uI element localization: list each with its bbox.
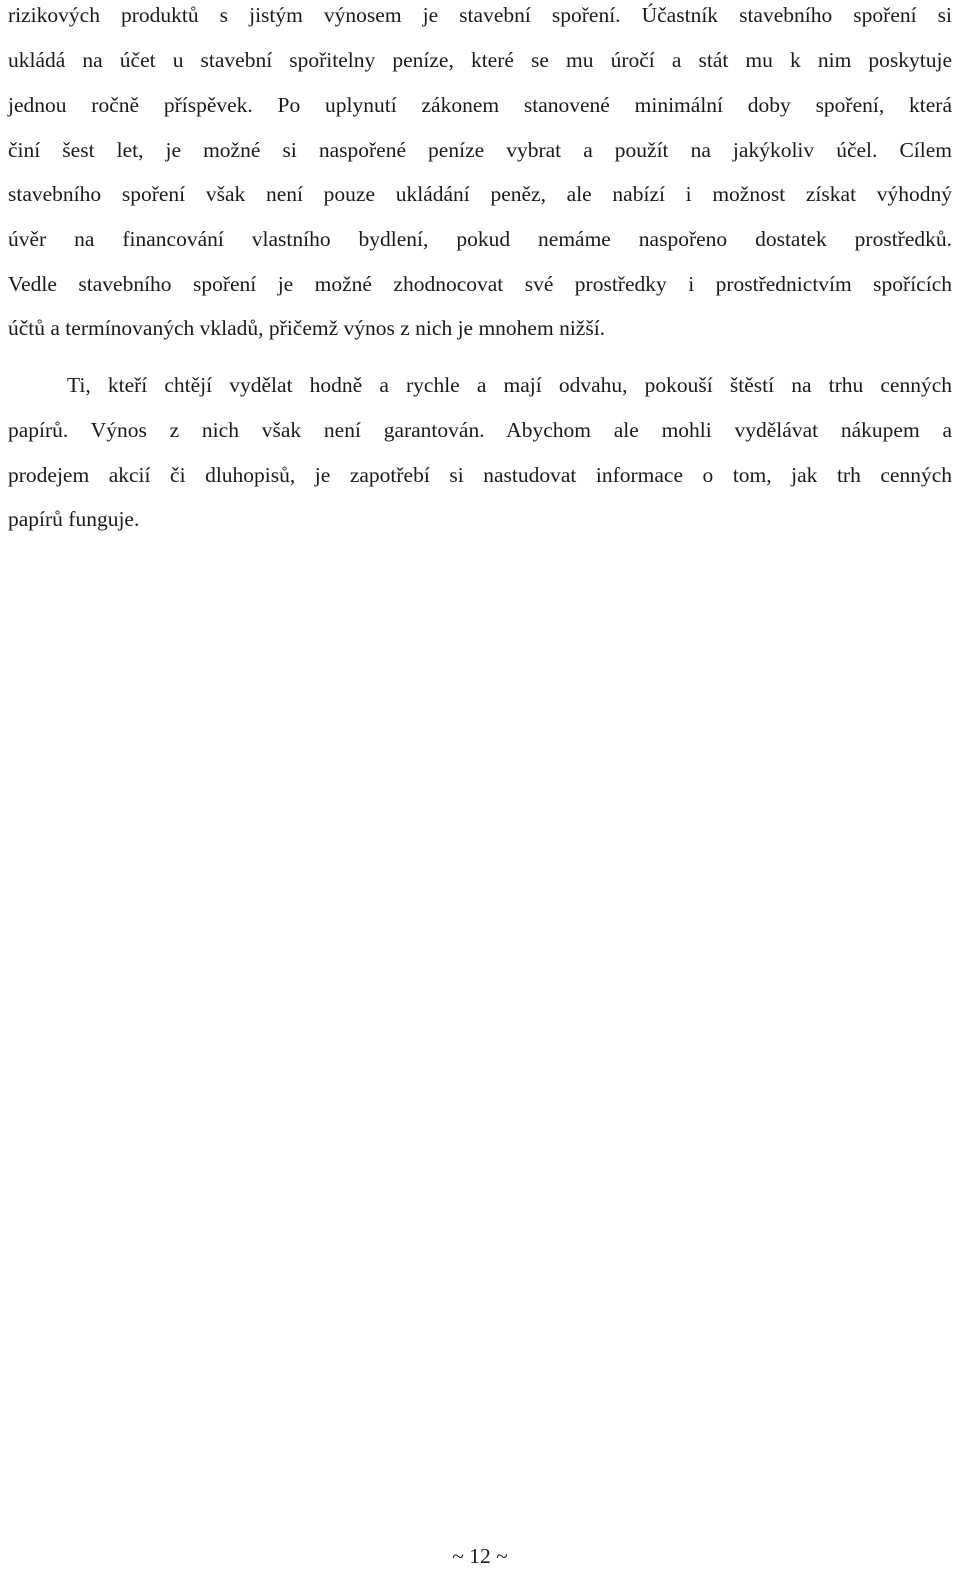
text-line: účtů a termínovaných vkladů, přičemž výnos z nich je mnohem nižší. [8, 316, 606, 340]
text-line: činí šest let, je možné si naspořené peníze vybrat a použít na jakýkoliv účel. Cílem [8, 138, 952, 162]
text-line: papírů funguje. [8, 507, 140, 531]
text-line: ukládá na účet u stavební spořitelny peníze, které se mu úročí a stát mu k nim poskytuje [8, 48, 952, 72]
text-line: rizikových produktů s jistým výnosem je stavební spoření. Účastník stavebního spoření si [8, 3, 952, 27]
text-line: papírů. Výnos z nich však není garantován. Abychom ale mohli vydělávat nákupem a [8, 418, 952, 442]
text-line: Ti, kteří chtějí vydělat hodně a rychle a mají odvahu, pokouší štěstí na trhu cenných [67, 373, 952, 397]
text-line: stavebního spoření však není pouze ukládání peněz, ale nabízí i možnost získat výhodný [8, 182, 952, 206]
text-line: Vedle stavebního spoření je možné zhodnocovat své prostředky i prostřednictvím spořících [8, 272, 952, 296]
text-line: úvěr na financování vlastního bydlení, pokud nemáme naspořeno dostatek prostředků. [8, 227, 952, 251]
page-number: ~ 12 ~ [452, 1544, 508, 1568]
text-line: prodejem akcií či dluhopisů, je zapotřebí si nastudovat informace o tom, jak trh cenných [8, 463, 952, 487]
text-line: jednou ročně příspěvek. Po uplynutí zákonem stanovené minimální doby spoření, která [8, 93, 952, 117]
